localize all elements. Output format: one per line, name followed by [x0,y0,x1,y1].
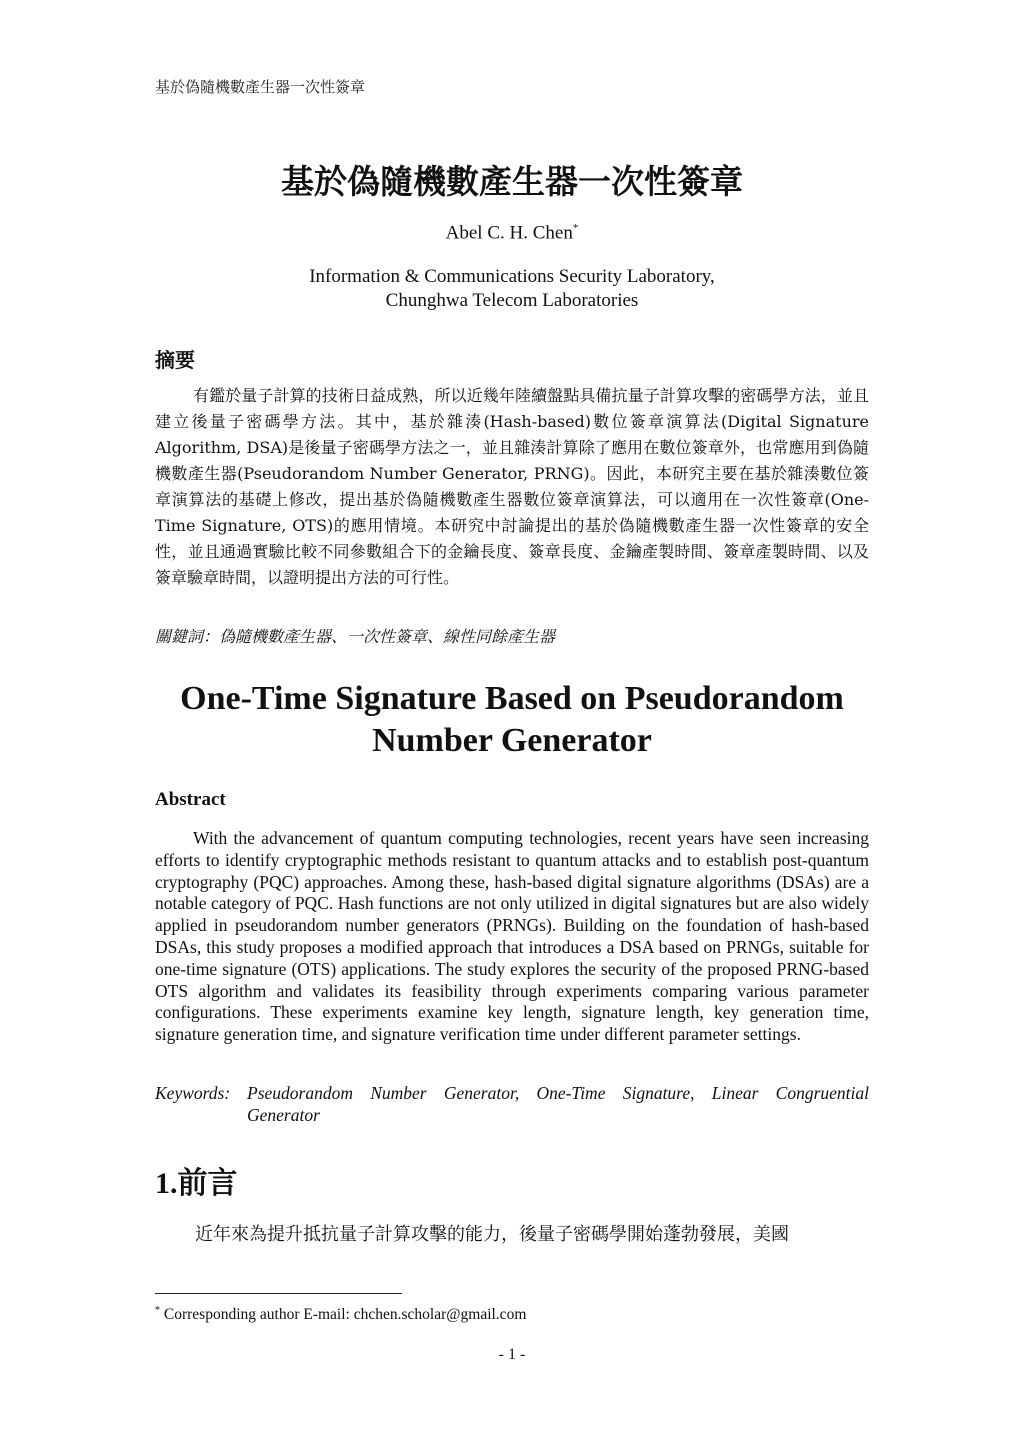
page-number: - 1 - [498,1346,526,1363]
author-name: Abel C. H. Chen [445,222,573,244]
paper-title-zh: 基於偽隨機數產生器一次性簽章 [281,162,743,201]
paper-title-en-line-2: Number Generator [372,722,652,759]
abstract-zh-heading: 摘要 [155,348,195,372]
affiliation [0,265,1024,313]
abstract-en-body: With the advancement of quantum computing technologies, recent years have seen increasing efforts to identify cryptographic methods resistant to quantum attacks and to establish post-quantum cryptography (PQC) approaches. Among these, hash-based digital signature algorithms (DSAs) are a notable category of PQC. Hash functions are not only utilized in digital signatures but are also widely applied in pseudorandom number generators (PRNGs). Building on the foundation of hash-based DSAs, this study proposes a modified approach that introduces a DSA based on PRNGs, suitable for one-time signature (OTS) applications. The study explores the security of the proposed PRNG-based OTS algorithm and validates its feasibility through experiments comparing various parameter configurations. These experiments examine key length, signature length, key generation time, signature generation time, and signature verification time under different parameter settings. [155,828,869,1045]
keywords-en-value: Pseudorandom Number Generator, One-Time Signature, Linear Congruential Generator [247,1083,869,1125]
author-line [0,222,1024,244]
abstract-en-heading: Abstract [155,789,226,810]
keywords-en-label: Keywords: [155,1083,231,1103]
footnote-divider [155,1293,402,1294]
paper-title-en [0,678,1024,762]
keywords-en [155,1082,869,1126]
section-1-heading: 1.前言 [155,1167,238,1200]
footnote [155,1305,526,1324]
running-header: 基於偽隨機數產生器一次性簽章 [155,78,366,96]
section-1-paragraph: 近年來為提升抵抗量子計算攻擊的能力，後量子密碼學開始蓬勃發展，美國 [195,1224,789,1245]
affiliation-line-1: Information & Communications Security Laboratory, [309,266,715,287]
affiliation-line-2: Chunghwa Telecom Laboratories [385,290,639,311]
abstract-zh-body: 有鑑於量子計算的技術日益成熟，所以近幾年陸續盤點具備抗量子計算攻擊的密碼學方法，並且建立後量子密碼學方法。其中，基於雜湊(Hash-based)數位簽章演算法(Digital Signature Algorithm, DSA)是後量子密碼學方法之一，並且雜湊計算除了應用在數位簽章外，也常應用到偽隨機數產生器(Pseudorandom Number Generator, PRNG)。因此，本研究主要在基於雜湊數位簽章演算法的基礎上修改，提出基於偽隨機數產生器數位簽章演算法，可以適用在一次性簽章(One-Time Signature, OTS)的應用情境。本研究中討論提出的基於偽隨機數產生器一次性簽章的安全性，並且通過實驗比較不同參數組合下的金鑰長度、簽章長度、金鑰產製時間、簽章產製時間、以及簽章驗章時間，以證明提出方法的可行性。 [155,386,869,587]
keywords-zh: 關鍵詞：偽隨機數產生器、一次性簽章、線性同餘產生器 [155,627,556,646]
footnote-mark: * [155,1305,160,1316]
author-footnote-mark: * [572,222,579,234]
footnote-text: Corresponding author E-mail: chchen.scholar@gmail.com [163,1306,527,1324]
paper-title-en-line-1: One-Time Signature Based on Pseudorandom [180,680,844,717]
